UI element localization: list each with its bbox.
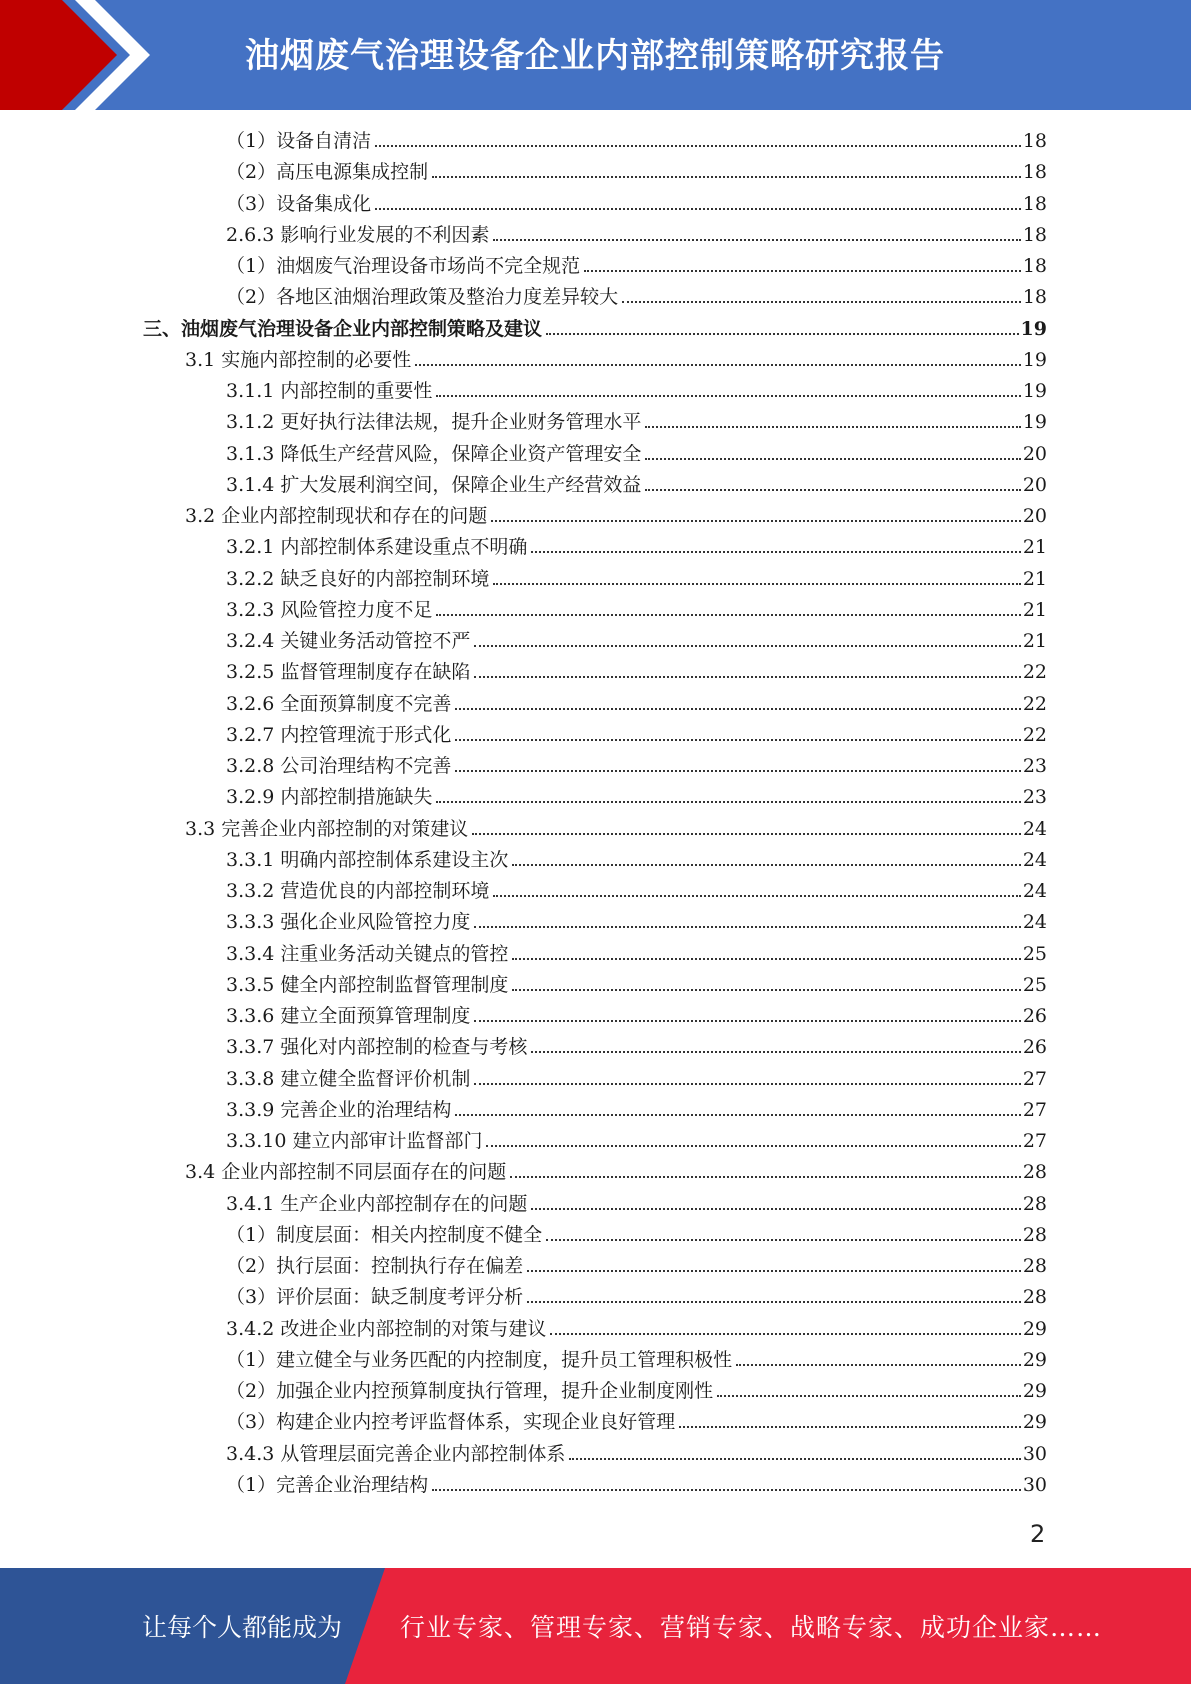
toc-entry-page: 23 (1022, 755, 1047, 777)
toc-entry-title: 3.1.1 内部控制的重要性 (226, 380, 433, 402)
toc-entry[interactable] (226, 532, 1047, 563)
toc-entry[interactable] (226, 720, 1047, 751)
toc-entry-page: 27 (1022, 1130, 1047, 1152)
toc-dot-leader (550, 1333, 1020, 1335)
toc-dot-leader (436, 801, 1020, 803)
toc-entry-page: 28 (1022, 1255, 1047, 1277)
toc-entry[interactable] (185, 501, 1047, 532)
toc-entry-title: 3.3.9 完善企业的治理结构 (226, 1098, 452, 1121)
toc-entry-title: 3.3.7 强化对内部控制的检查与考核 (226, 1036, 528, 1059)
toc-entry-page: 25 (1022, 942, 1047, 965)
toc-entry[interactable] (226, 251, 1047, 282)
toc-entry-title: （3）设备集成化 (226, 192, 372, 215)
toc-entry-page: 18 (1022, 130, 1047, 152)
toc-entry-title: 3.2.8 公司治理结构不完善 (226, 755, 452, 777)
toc-entry-title: 3.3.5 健全内部控制监督管理制度 (226, 973, 509, 996)
toc-entry-title: （2）高压电源集成控制 (226, 161, 429, 184)
toc-entry-title: （2）加强企业内控预算制度执行管理，提升企业制度刚性 (226, 1380, 714, 1402)
toc-dot-leader (510, 1176, 1021, 1178)
toc-entry[interactable] (143, 314, 1047, 345)
toc-dot-leader (472, 833, 1021, 835)
toc-entry-page: 18 (1022, 223, 1047, 246)
toc-dot-leader (474, 676, 1020, 678)
toc-entry-title: 3.3.4 注重业务活动关键点的管控 (226, 942, 509, 965)
footer-slogan-right: 行业专家、管理专家、营销专家、战略专家、成功企业家…… (400, 1613, 1103, 1642)
toc-entry-title: 3.4.2 改进企业内部控制的对策与建议 (226, 1317, 547, 1340)
toc-entry-page: 20 (1022, 473, 1047, 496)
toc-entry-page: 26 (1022, 1036, 1047, 1059)
toc-entry-page: 28 (1022, 1161, 1047, 1184)
toc-entry[interactable] (226, 689, 1047, 720)
toc-entry[interactable] (226, 407, 1047, 438)
toc-dot-leader (436, 614, 1020, 616)
toc-entry[interactable] (226, 439, 1047, 470)
toc-entry-page: 27 (1022, 1067, 1047, 1090)
toc-entry-title: 3.1 实施内部控制的必要性 (185, 348, 412, 371)
header-arrow-decoration (0, 0, 160, 110)
toc-entry[interactable] (226, 1282, 1047, 1313)
toc-entry[interactable] (226, 907, 1047, 938)
toc-entry[interactable] (226, 126, 1047, 157)
toc-dot-leader (679, 1426, 1021, 1428)
toc-dot-leader (645, 489, 1020, 491)
toc-entry-title: 3.3.1 明确内部控制体系建设主次 (226, 848, 509, 871)
footer-slogan-left: 让每个人都能成为 (142, 1613, 343, 1642)
toc-entry-title: 3.4 企业内部控制不同层面存在的问题 (185, 1161, 507, 1184)
toc-entry-page: 25 (1022, 973, 1047, 996)
toc-entry[interactable] (185, 814, 1047, 845)
toc-entry-page: 24 (1022, 848, 1047, 871)
header-banner (0, 0, 1191, 110)
toc-entry-page: 29 (1022, 1380, 1047, 1402)
toc-entry-page: 21 (1022, 567, 1047, 590)
toc-entry-page: 29 (1022, 1348, 1047, 1371)
toc-entry-page: 28 (1022, 1286, 1047, 1309)
toc-entry[interactable] (226, 845, 1047, 876)
toc-entry[interactable] (226, 970, 1047, 1001)
toc-entry-page: 22 (1022, 692, 1047, 715)
toc-dot-leader (474, 926, 1020, 928)
toc-entry-title: 3.3.2 营造优良的内部控制环境 (226, 880, 490, 902)
toc-entry[interactable] (226, 282, 1047, 313)
toc-dot-leader (645, 426, 1020, 428)
toc-entry-title: （2）各地区油烟治理政策及整治力度差异较大 (226, 286, 619, 309)
toc-dot-leader (455, 770, 1020, 772)
toc-entry[interactable] (226, 1407, 1047, 1438)
toc-entry[interactable] (226, 564, 1047, 595)
toc-dot-leader (493, 239, 1020, 241)
toc-entry[interactable] (226, 876, 1047, 907)
toc-entry[interactable] (226, 1345, 1047, 1376)
toc-entry-title: （1）建立健全与业务匹配的内控制度，提升员工管理积极性 (226, 1348, 733, 1371)
toc-dot-leader (645, 458, 1020, 460)
toc-entry[interactable] (226, 1001, 1047, 1032)
toc-entry-title: 3.3.3 强化企业风险管控力度 (226, 911, 471, 934)
toc-entry[interactable] (226, 782, 1047, 813)
footer-banner (0, 1568, 1191, 1684)
toc-dot-leader (493, 583, 1020, 585)
toc-dot-leader (375, 208, 1021, 210)
toc-dot-leader (491, 520, 1021, 522)
toc-entry-page: 19 (1022, 380, 1047, 402)
toc-entry-title: 3.3.8 建立健全监督评价机制 (226, 1067, 471, 1090)
toc-dot-leader (569, 1458, 1020, 1460)
toc-entry[interactable] (226, 220, 1047, 251)
toc-entry-title: 3.2.4 关键业务活动管控不严 (226, 630, 471, 652)
toc-dot-leader (436, 395, 1020, 397)
toc-entry[interactable] (226, 470, 1047, 501)
toc-entry-page: 24 (1022, 817, 1047, 840)
toc-entry-page: 27 (1022, 1098, 1047, 1121)
toc-dot-leader (546, 333, 1019, 335)
toc-entry-title: 3.2.1 内部控制体系建设重点不明确 (226, 536, 528, 559)
toc-entry-title: 3.2.9 内部控制措施缺失 (226, 786, 433, 809)
toc-entry-page: 29 (1022, 1411, 1047, 1434)
toc-entry-page: 22 (1022, 723, 1047, 746)
toc-entry-title: （3）构建企业内控考评监督体系，实现企业良好管理 (226, 1411, 676, 1434)
toc-entry-page: 28 (1022, 1192, 1047, 1215)
toc-dot-leader (375, 145, 1021, 147)
toc-dot-leader (432, 1489, 1021, 1491)
toc-entry-title: 3.2.6 全面预算制度不完善 (226, 692, 452, 715)
toc-entry-title: 3.1.2 更好执行法律法规，提升企业财务管理水平 (226, 411, 642, 434)
toc-dot-leader (531, 551, 1020, 553)
toc-entry-page: 23 (1022, 786, 1047, 809)
toc-dot-leader (486, 1145, 1020, 1147)
toc-entry-title: 3.2 企业内部控制现状和存在的问题 (185, 505, 488, 527)
toc-entry-title: 3.1.3 降低生产经营风险，保障企业资产管理安全 (226, 442, 642, 465)
toc-entry[interactable] (226, 1095, 1047, 1126)
toc-entry-page: 30 (1022, 1473, 1047, 1496)
toc-dot-leader (527, 1301, 1021, 1303)
toc-entry[interactable] (226, 751, 1047, 782)
toc-dot-leader (717, 1395, 1021, 1397)
toc-entry-title: 3.2.3 风险管控力度不足 (226, 598, 433, 621)
toc-dot-leader (622, 301, 1021, 303)
toc-dot-leader (531, 1208, 1020, 1210)
toc-dot-leader (455, 708, 1020, 710)
toc-dot-leader (455, 1114, 1020, 1116)
toc-entry-page: 21 (1022, 630, 1047, 652)
toc-entry[interactable] (226, 1189, 1047, 1220)
toc-entry[interactable] (226, 657, 1047, 688)
toc-entry-page: 19 (1022, 411, 1047, 434)
toc-entry[interactable] (185, 345, 1047, 376)
toc-entry-page: 29 (1022, 1317, 1047, 1340)
toc-entry[interactable] (226, 1032, 1047, 1063)
toc-entry-page: 19 (1020, 317, 1047, 340)
toc-entry-title: （2）执行层面：控制执行存在偏差 (226, 1255, 524, 1277)
toc-entry-title: 3.3.10 建立内部审计监督部门 (226, 1130, 483, 1152)
toc-entry-title: 3.4.1 生产企业内部控制存在的问题 (226, 1192, 528, 1215)
toc-dot-leader (474, 1083, 1020, 1085)
toc-dot-leader (531, 1051, 1020, 1053)
toc-entry[interactable] (226, 1470, 1047, 1501)
toc-entry[interactable] (226, 1314, 1047, 1345)
toc-dot-leader (584, 270, 1021, 272)
toc-entry[interactable] (226, 1376, 1047, 1407)
toc-entry-page: 21 (1022, 536, 1047, 559)
toc-entry[interactable] (185, 1157, 1047, 1188)
toc-entry[interactable] (226, 1126, 1047, 1157)
toc-entry-title: 3.2.5 监督管理制度存在缺陷 (226, 661, 471, 684)
toc-entry-title: 3.1.4 扩大发展利润空间，保障企业生产经营效益 (226, 473, 642, 496)
toc-entry-title: （1）完善企业治理结构 (226, 1473, 429, 1496)
toc-entry-title: 3.4.3 从管理层面完善企业内部控制体系 (226, 1442, 566, 1465)
toc-entry-page: 20 (1022, 442, 1047, 465)
toc-entry-title: 3.3.6 建立全面预算管理制度 (226, 1005, 471, 1027)
toc-entry-page: 24 (1022, 880, 1047, 902)
toc-entry-title: 3.3 完善企业内部控制的对策建议 (185, 817, 469, 840)
toc-entry[interactable] (226, 1064, 1047, 1095)
toc-entry-title: （1）油烟废气治理设备市场尚不完全规范 (226, 255, 581, 277)
toc-entry-page: 22 (1022, 661, 1047, 684)
toc-entry-page: 19 (1022, 348, 1047, 371)
toc-entry-page: 21 (1022, 598, 1047, 621)
toc-dot-leader (493, 895, 1020, 897)
report-title: 油烟废气治理设备企业内部控制策略研究报告 (245, 36, 945, 76)
toc-dot-leader (546, 1239, 1021, 1241)
toc-dot-leader (512, 989, 1020, 991)
toc-entry[interactable] (226, 189, 1047, 220)
toc-entry[interactable] (226, 595, 1047, 626)
toc-entry-title: （1）设备自清洁 (226, 130, 372, 152)
toc-dot-leader (512, 864, 1020, 866)
toc-entry-title: 三、油烟废气治理设备企业内部控制策略及建议 (143, 317, 543, 340)
toc-dot-leader (527, 1270, 1021, 1272)
toc-entry-title: 2.6.3 影响行业发展的不利因素 (226, 223, 490, 246)
toc-entry[interactable] (226, 1439, 1047, 1470)
toc-entry-page: 26 (1022, 1005, 1047, 1027)
toc-entry-page: 28 (1022, 1223, 1047, 1246)
toc-entry-title: 3.2.7 内控管理流于形式化 (226, 723, 452, 746)
toc-entry[interactable] (226, 939, 1047, 970)
toc-entry[interactable] (226, 626, 1047, 657)
toc-entry[interactable] (226, 376, 1047, 407)
toc-entry-page: 18 (1022, 161, 1047, 184)
toc-entry[interactable] (226, 1220, 1047, 1251)
toc-entry-title: （1）制度层面：相关内控制度不健全 (226, 1223, 543, 1246)
toc-entry-title: 3.2.2 缺乏良好的内部控制环境 (226, 567, 490, 590)
toc-entry-page: 18 (1022, 286, 1047, 309)
toc-dot-leader (432, 176, 1021, 178)
toc-entry-page: 20 (1022, 505, 1047, 527)
page-number: 2 (1030, 1520, 1046, 1548)
toc-dot-leader (415, 364, 1021, 366)
toc-entry-page: 18 (1022, 192, 1047, 215)
toc-entry-page: 30 (1022, 1442, 1047, 1465)
toc-entry-page: 18 (1022, 255, 1047, 277)
toc-entry-page: 24 (1022, 911, 1047, 934)
toc-dot-leader (512, 958, 1020, 960)
toc-dot-leader (474, 1020, 1020, 1022)
toc-entry[interactable] (226, 1251, 1047, 1282)
toc-entry[interactable] (226, 157, 1047, 188)
toc-dot-leader (455, 739, 1020, 741)
toc-entry-title: （3）评价层面：缺乏制度考评分析 (226, 1286, 524, 1309)
toc-dot-leader (474, 645, 1020, 647)
toc-dot-leader (736, 1364, 1021, 1366)
